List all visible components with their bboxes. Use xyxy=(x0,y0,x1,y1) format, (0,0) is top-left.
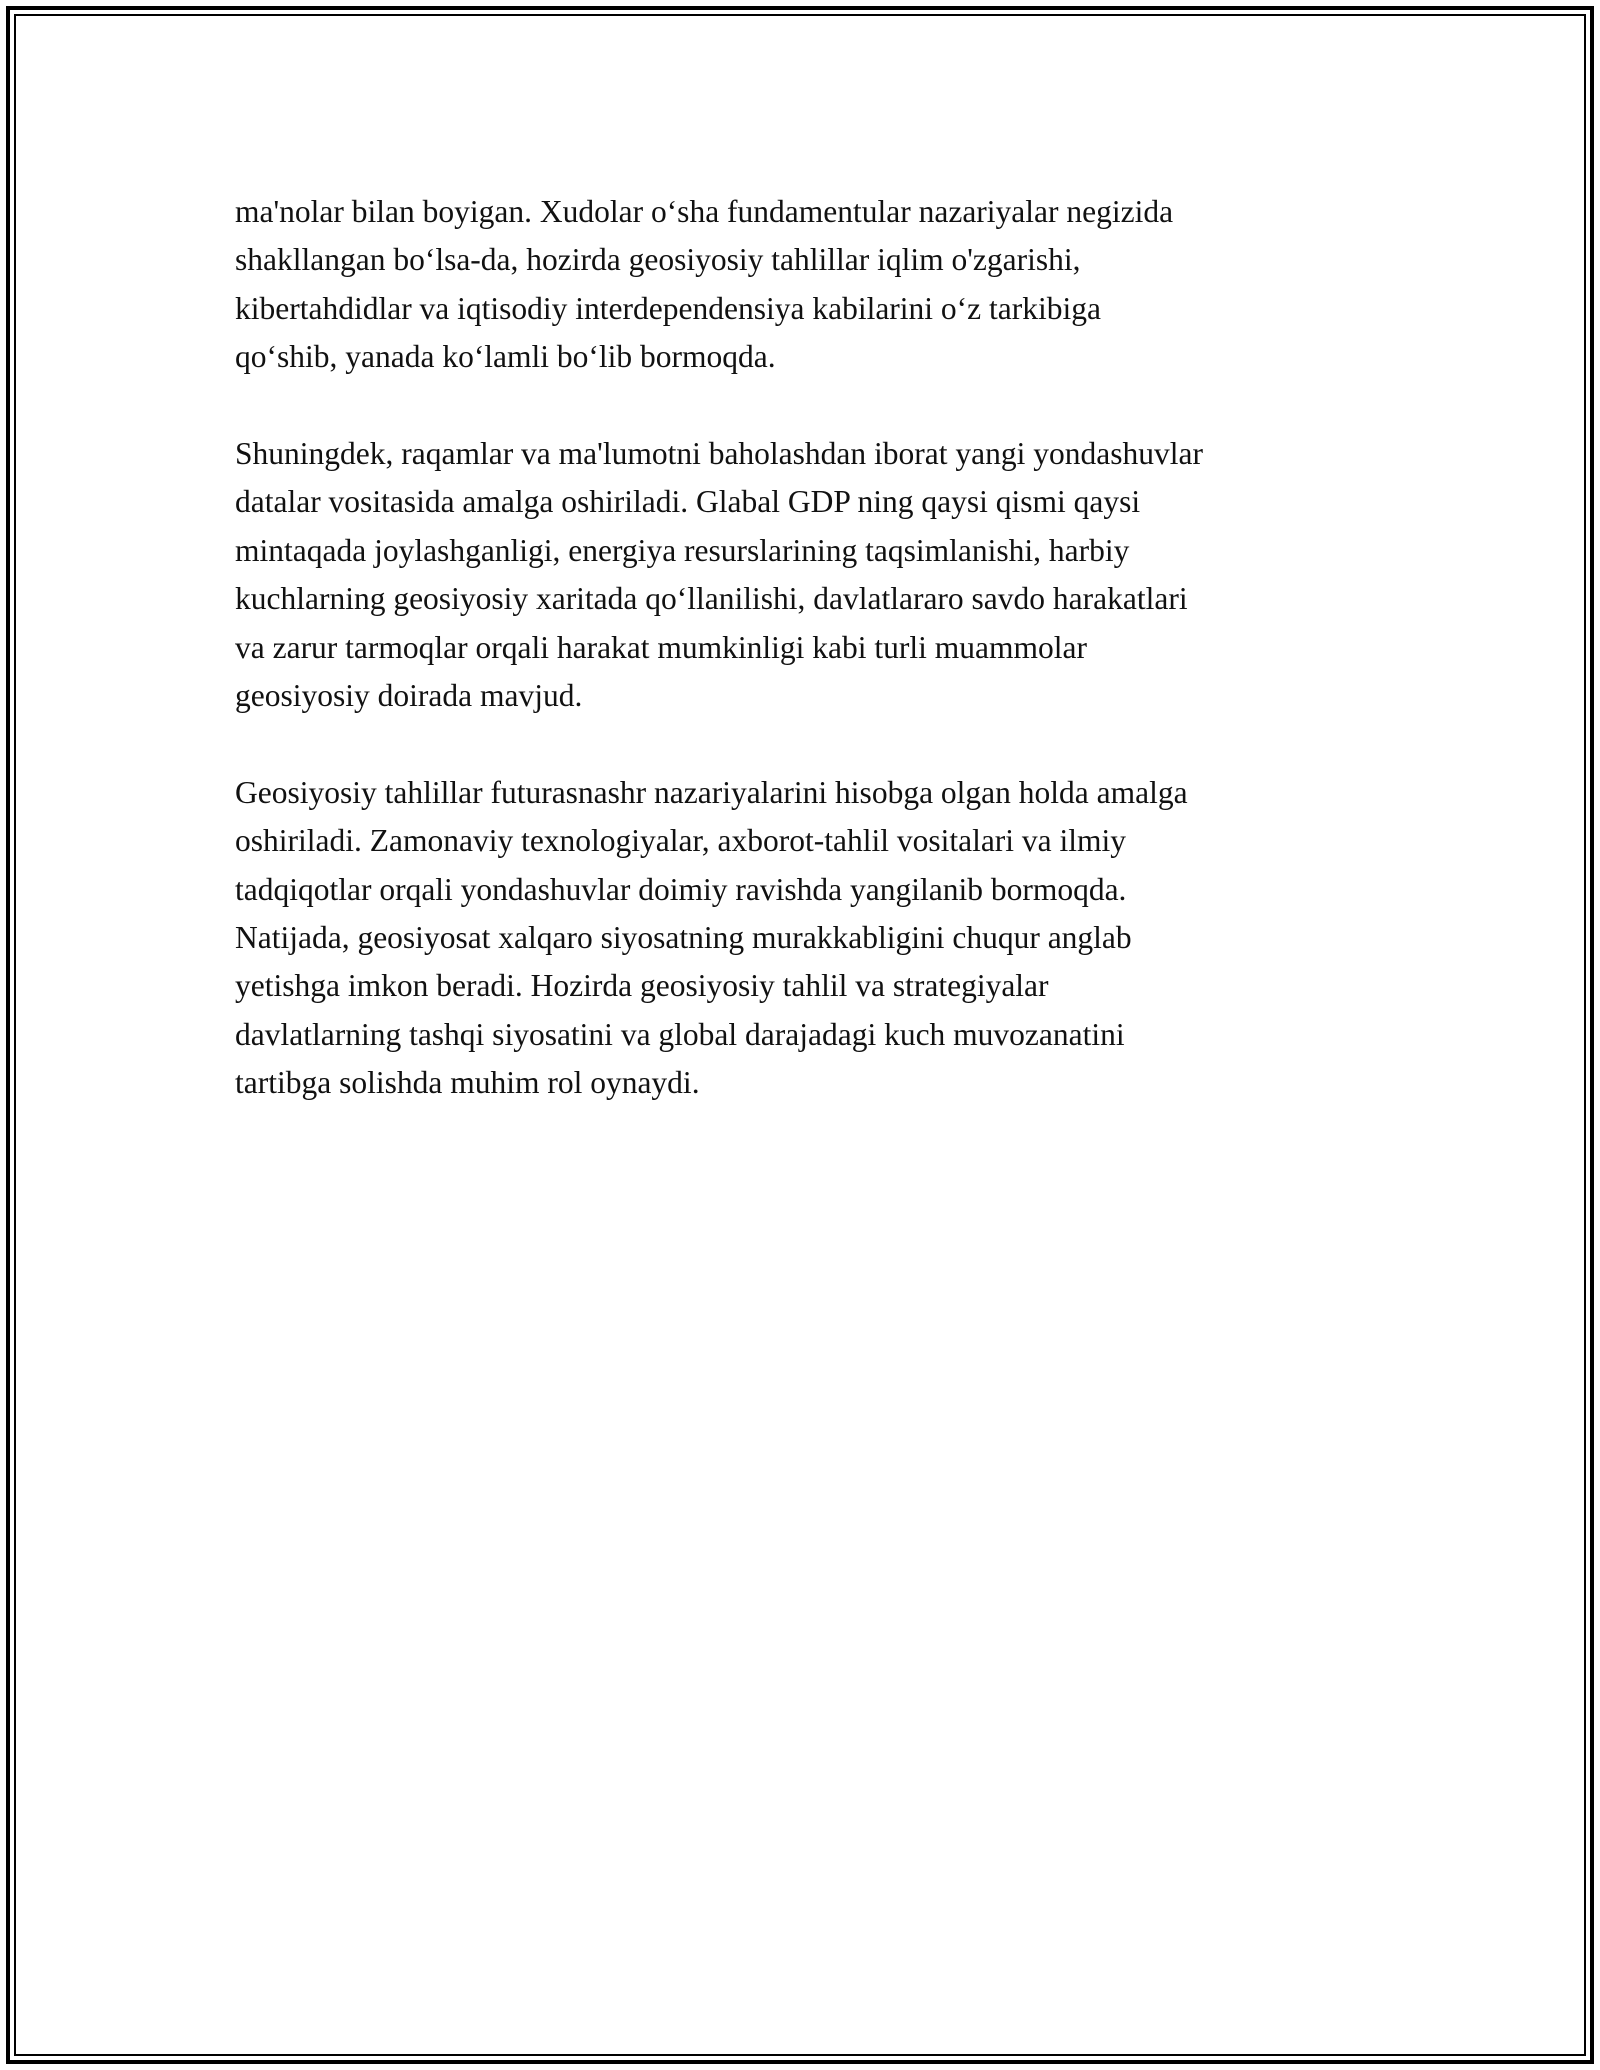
paragraph-2 xyxy=(235,430,1375,720)
text-line: Shuningdek, raqamlar va ma'lumotni baholashdan iborat yangi yondashuvlar xyxy=(235,436,1203,472)
text-line: oshiriladi. Zamonaviy texnologiyalar, axborot-tahlil vositalari va ilmiy xyxy=(235,823,1127,859)
paragraph-3 xyxy=(235,769,1375,1108)
text-line: davlatlarning tashqi siyosatini va global darajadagi kuch muvozanatini xyxy=(235,1016,1125,1052)
text-line: tadqiqotlar orqali yondashuvlar doimiy ravishda yangilanib bormoqda. xyxy=(235,871,1127,907)
text-line: Geosiyosiy tahlillar futurasnashr nazariyalarini hisobga olgan holda amalga xyxy=(235,774,1188,810)
text-line: tartibga solishda muhim rol oynaydi. xyxy=(235,1065,700,1101)
text-line: qo‘shib, yanada ko‘lamli bo‘lib bormoqda. xyxy=(235,339,776,375)
text-line: va zarur tarmoqlar orqali harakat mumkinligi kabi turli muammolar xyxy=(235,629,1087,665)
text-line: datalar vositasida amalga oshiriladi. Glabal GDP ning qaysi qismi qaysi xyxy=(235,484,1141,520)
text-line: yetishga imkon beradi. Hozirda geosiyosiy tahlil va strategiyalar xyxy=(235,968,1049,1004)
text-line: shakllangan bo‘lsa-da, hozirda geosiyosiy tahlillar iqlim o'zgarishi, xyxy=(235,242,1081,278)
text-line: Natijada, geosiyosat xalqaro siyosatning murakkabligini chuqur anglab xyxy=(235,920,1132,956)
paragraph-1 xyxy=(235,188,1375,382)
text-line: kibertahdidlar va iqtisodiy interdependensiya kabilarini o‘z tarkibiga xyxy=(235,290,1101,326)
text-line: ma'nolar bilan boyigan. Xudolar o‘sha fundamentular nazariyalar negizida xyxy=(235,194,1174,229)
text-line: mintaqada joylashganligi, energiya resurslarining taqsimlanishi, harbiy xyxy=(235,532,1130,568)
text-line: kuchlarning geosiyosiy xaritada qo‘llanilishi, davlatlararo savdo harakatlari xyxy=(235,581,1188,617)
document-body xyxy=(235,188,1375,1156)
text-line: geosiyosiy doirada mavjud. xyxy=(235,678,583,714)
